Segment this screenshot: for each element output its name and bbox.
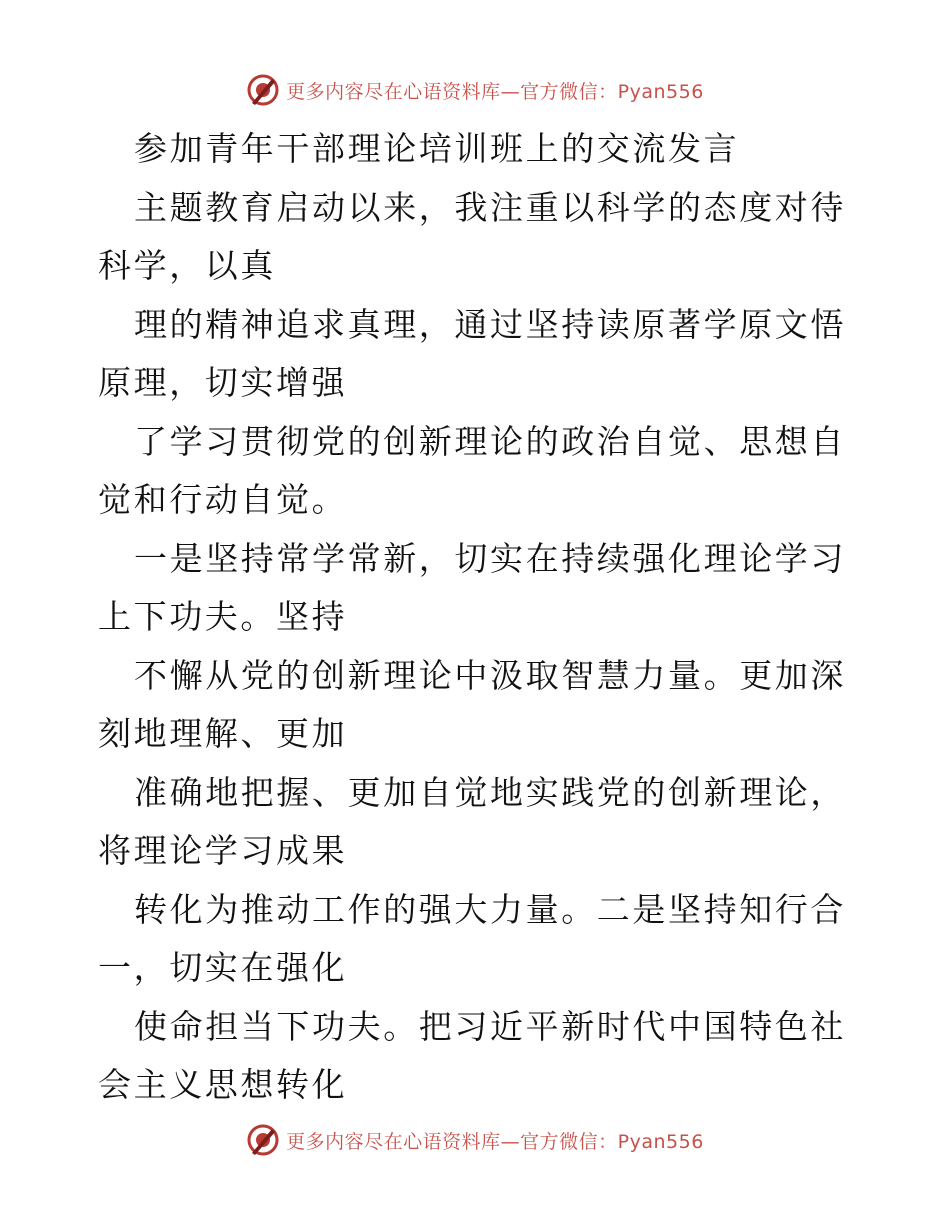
paragraph: 转化为推动工作的强大力量。二是坚持知行合一，切实在强化	[98, 889, 846, 987]
header-watermark	[0, 70, 950, 110]
paragraph: 准确地把握、更加自觉地实践党的创新理论，将理论学习成果	[98, 772, 846, 870]
paragraph: 主题教育启动以来，我注重以科学的态度对待科学，以真	[98, 187, 846, 285]
watermark-text: 更多内容尽在心语资料库—官方微信：Pyan556	[286, 80, 704, 103]
paragraph: 使命担当下功夫。把习近平新时代中国特色社会主义思想转化	[98, 1006, 846, 1104]
paragraph: 一是坚持常学常新，切实在持续强化理论学习上下功夫。坚持	[98, 538, 846, 636]
watermark-text: 更多内容尽在心语资料库—官方微信：Pyan556	[286, 1130, 704, 1153]
pen-logo-icon	[246, 73, 280, 107]
footer-watermark	[0, 1120, 950, 1160]
paragraph: 不懈从党的创新理论中汲取智慧力量。更加深刻地理解、更加	[98, 655, 846, 753]
pen-logo-icon	[246, 1123, 280, 1157]
document-title: 参加青年干部理论培训班上的交流发言	[134, 129, 740, 168]
document-body	[98, 120, 858, 1115]
paragraph: 了学习贯彻党的创新理论的政治自觉、思想自觉和行动自觉。	[98, 421, 846, 519]
paragraph: 理的精神追求真理，通过坚持读原著学原文悟原理，切实增强	[98, 304, 846, 402]
